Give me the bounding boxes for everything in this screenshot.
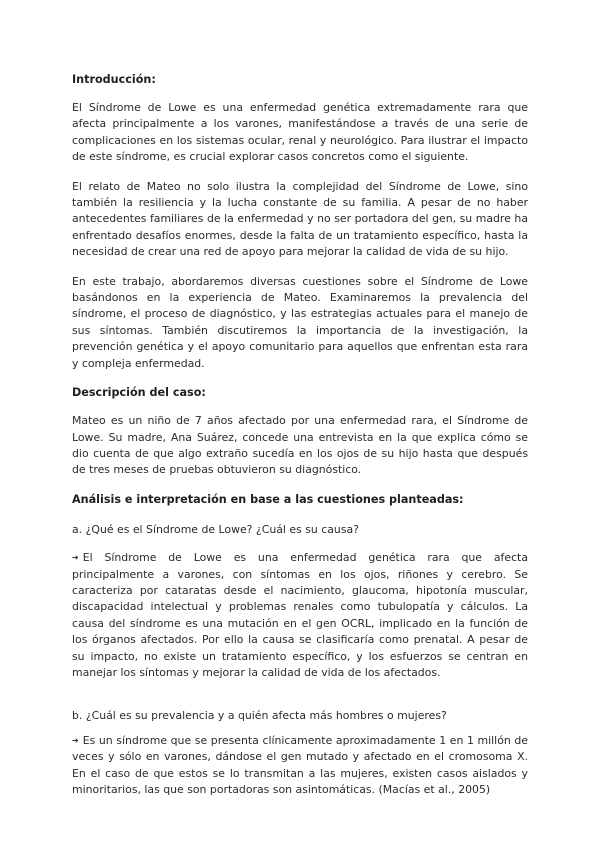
document-page [72, 72, 528, 811]
intro-paragraph-3: En este trabajo, abordaremos diversas cuestiones sobre el Síndrome de Lowe basándonos en la experiencia de Mateo. Examinaremos la prevalencia del síndrome, el proceso de diagnóstico, y las estrategias actuales para el manejo de sus síntomas. También discutiremos la importancia de la investigación, la prevención genética y el apoyo comunitario para aquellos que enfrentan esta rara y compleja enfermedad. [72, 274, 528, 370]
answer-a [72, 550, 528, 681]
arrow-icon: ➔ [72, 735, 79, 745]
answer-b-text: Es un síndrome que se presenta clínicamente aproximadamente 1 en 1 millón de veces y sólo en varones, dándose el gen mutado y afectado en el cromosoma X. En el caso de que estos se lo transmitan a las mujeres, existen casos aislados y minoritarios, las que son portadoras son asintomáticas. (Macías et al., 2005) [72, 733, 528, 796]
question-b: b. ¿Cuál es su prevalencia y a quién afecta más hombres o mujeres? [72, 709, 447, 723]
question-a: a. ¿Qué es el Síndrome de Lowe? ¿Cuál es su causa? [72, 522, 359, 536]
analysis-heading: Análisis e interpretación en base a las cuestiones planteadas: [72, 492, 464, 506]
answer-a-text: El Síndrome de Lowe es una enfermedad genética rara que afecta principalmente a varones, con síntomas en los ojos, riñones y cerebro. Se caracteriza por cataratas desde el nacimiento, glaucoma, hipotonía muscular, discapacidad intelectual y problemas renales como tubulopatía y cálculos. La causa del síndrome es una mutación en el gen OCRL, implicado en la función de los órganos afectados. Por ello la causa se clasificaría como prenatal. A pesar de su impacto, no existe un tratamiento específico, y los esfuerzos se centran en manejar los síntomas y mejorar la calidad de vida de los afectados. [72, 551, 528, 679]
intro-paragraph-2: El relato de Mateo no solo ilustra la complejidad del Síndrome de Lowe, sino también la resiliencia y la lucha constante de su familia. A pesar de no haber antecedentes familiares de la enfermedad y no ser portadora del gen, su madre ha enfrentado desafíos enormes, desde la falta de un tratamiento específico, hasta la necesidad de crear una red de apoyo para mejorar la calidad de vida de su hijo. [72, 179, 528, 259]
case-heading: Descripción del caso: [72, 386, 206, 400]
answer-b [72, 733, 528, 799]
arrow-icon: ➔ [72, 553, 79, 563]
intro-heading: Introducción: [72, 73, 156, 86]
case-paragraph: Mateo es un niño de 7 años afectado por una enfermedad rara, el Síndrome de Lowe. Su madre, Ana Suárez, concede una entrevista en la que explica cómo se dio cuenta de que algo extraño sucedía en los ojos de su hijo hasta que después de tres meses de pruebas obtuvieron su diagnóstico. [72, 414, 528, 477]
intro-paragraph-1: El Síndrome de Lowe es una enfermedad genética extremadamente rara que afecta principalmente a los varones, manifestándose a través de una serie de complicaciones en los sistemas ocular, renal y neurológico. Para ilustrar el impacto de este síndrome, es crucial explorar casos concretos como el siguiente. [72, 101, 528, 164]
